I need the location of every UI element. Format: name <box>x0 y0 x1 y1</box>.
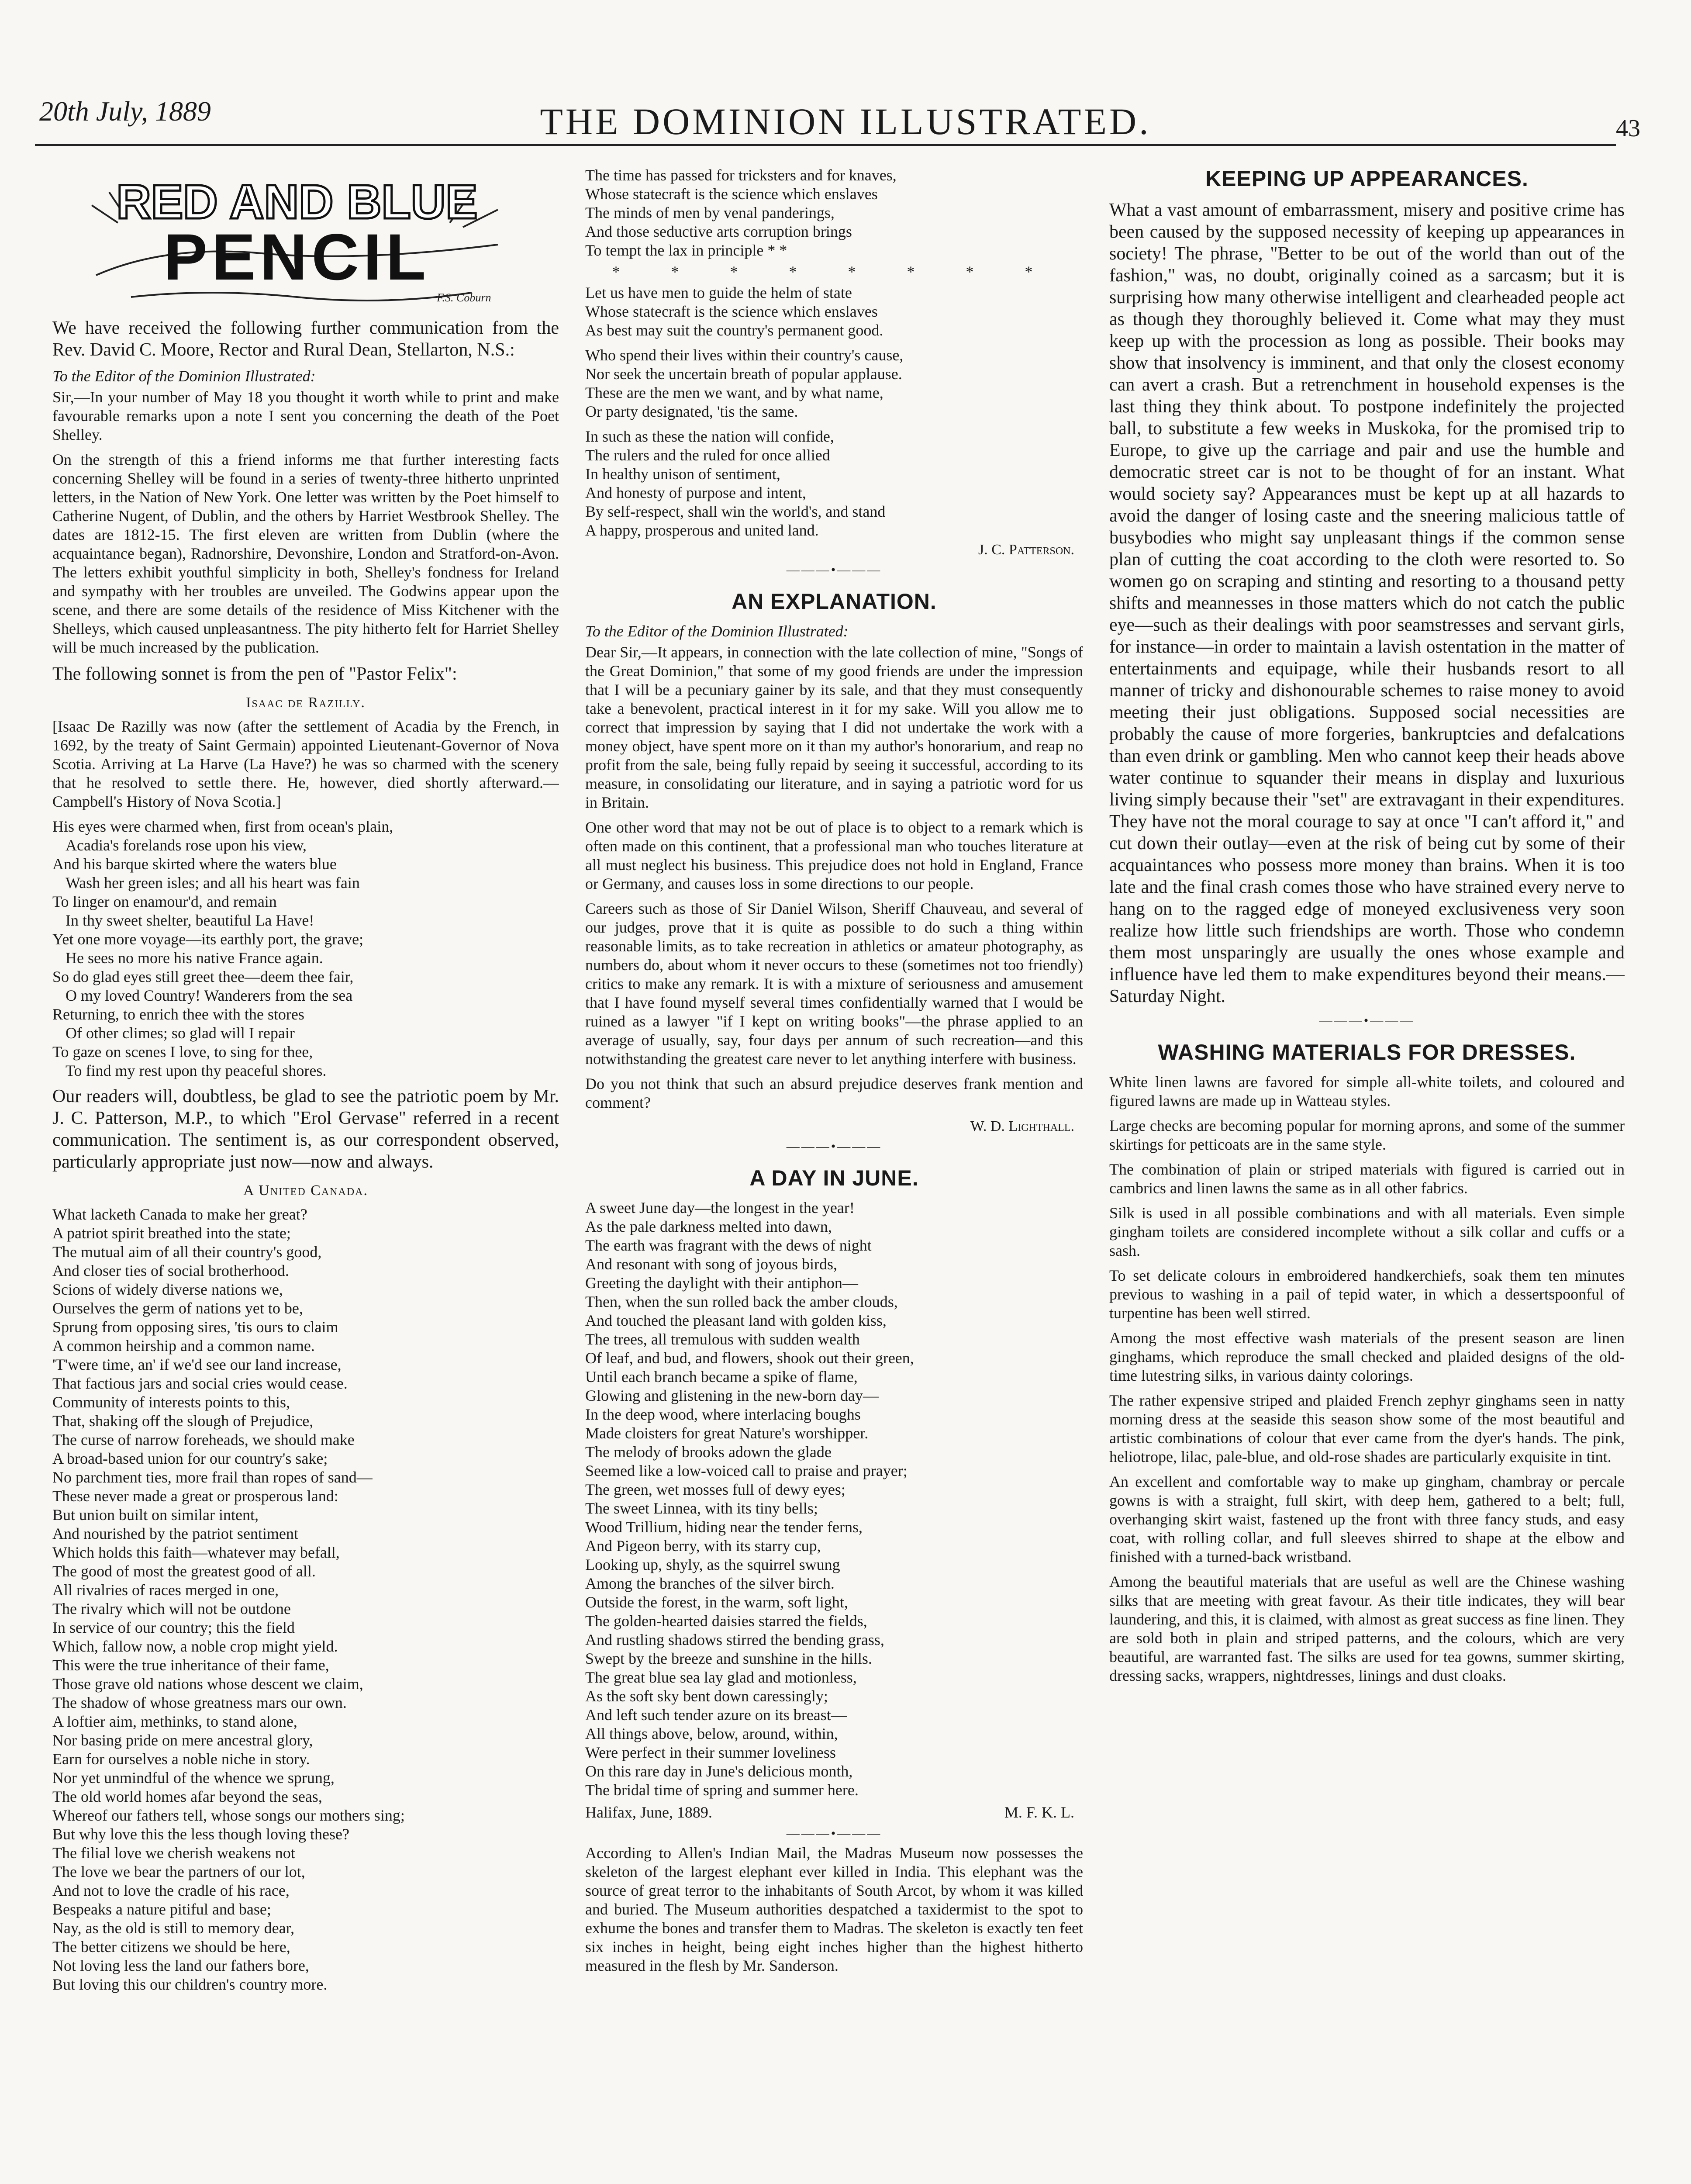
verse-line: But loving this our children's country more. <box>52 1976 328 1993</box>
verse-line: And those seductive arts corruption brings <box>585 223 852 240</box>
verse-line: Were perfect in their summer loveliness <box>585 1744 836 1761</box>
poem-title: A United Canada. <box>243 1182 369 1199</box>
verse-line: As the pale darkness melted into dawn, <box>585 1218 832 1235</box>
verse-line: Who spend their lives within their country's cause, <box>585 346 904 364</box>
verse-line: Greeting the daylight with their antiphon— <box>585 1274 858 1292</box>
verse-line: Whose statecraft is the science which enslaves <box>585 303 878 320</box>
june-footer <box>585 1803 1074 1822</box>
washing-body <box>1109 1073 1625 1685</box>
verse-line: Made cloisters for great Nature's worshipper. <box>585 1424 869 1442</box>
washing-paragraph: To set delicate colours in embroidered handkerchiefs, soak them ten minutes previous to washing in a pail of tepid water, in which a dessertspoonful of turpentine has been well stirred. <box>1109 1267 1625 1322</box>
verse-line: To find my rest upon thy peaceful shores. <box>66 1062 327 1079</box>
june-verse <box>585 1199 1083 1800</box>
verse-line: The great blue sea lay glad and motionless, <box>585 1669 857 1686</box>
verse-line: Bespeaks a nature pitiful and base; <box>52 1901 271 1918</box>
page-number: 43 <box>1616 115 1640 142</box>
verse-line: Whose statecraft is the science which enslaves <box>585 185 878 203</box>
sonnet-title: Isaac de Razilly. <box>246 695 366 711</box>
verse-line: No parchment ties, more frail than ropes of sand— <box>52 1469 373 1486</box>
verse-line: Swept by the breeze and sunshine in the hills. <box>585 1650 872 1667</box>
washing-paragraph: The combination of plain or striped materials with figured is carried out in cambrics and linen lawns the same as in all other fabrics. <box>1109 1161 1625 1197</box>
verse-line: 'T'were time, an' if we'd see our land increase, <box>52 1356 342 1373</box>
verse-line: And rustling shadows stirred the bending grass, <box>585 1631 884 1648</box>
verse-line: And honesty of purpose and intent, <box>585 484 806 501</box>
verse-line: The mutual aim of all their country's good, <box>52 1243 322 1261</box>
verse-line: The better citizens we should be here, <box>52 1938 290 1956</box>
pencil-logo-art <box>79 166 515 310</box>
verse-line: Or party designated, 'tis the same. <box>585 403 798 420</box>
verse-line: That factious jars and social cries would cease. <box>52 1375 348 1392</box>
appearances-body: What a vast amount of embarrassment, misery and positive crime has been caused by the supposed necessity of keeping up appearances in society! The phrase, "Better to be out of the world than out of the fashion," was, no doubt, originally coined as a sarcasm; but it is surprising how many otherwise intelligent and clearheaded people act as though they thoroughly believed it. Come what may they must keep up with the procession as long as possible. Their books may show that insolvency is imminent, and that only the closest economy can avert a crash. But a retrenchment in household expenses is the last thing they think about. To postpone indefinitely the projected ball, to substitute a few weeks in Muskoka, for the promised trip to Europe, to give up the carriage and pair and use the humble and democratic street car is not to be thought of for an instant. What would society say? Appearances must be kept up at all hazards to avoid the danger of losing caste and the sneering malicious tattle of busybodies who might say unpleasant things if the common sense plan of cutting the coat according to the cloth were resorted to. So women go on scraping and stinting and resorting to a thousand petty shifts and meannesses in those matters which do not catch the public eye—such as their dealings with poor seamstresses and servant girls, for instance—in order to maintain a lavish ostentation in the matter of entertainments and equipage, while their husbands resort to all manner of tricky and dishonourable schemes to raise money to avoid meeting their just obligations. Supposed social necessities are probably the cause of more forgeries, bankruptcies and defalcations than even drink or gambling. Men who cannot keep their heads above water continue to squander their means in display and luxurious living simply because their "set" are extravagant in their expenditures. They have not the moral courage to say at once "I can't afford it," and cut down their outlay—even at the risk of being cut by some of their acquaintances who possess more money than brains. When it is too late and the final crash comes those who have strained every nerve to hang on to the ragged edge of moneyed exclusiveness very soon realize how little such friendships are worth. Those who condemn them most unsparingly are usually the ones whose example and influence have led them to make expenditures beyond their means.—Saturday Night. <box>1109 200 1625 1006</box>
verse-line: The good of most the greatest good of all. <box>52 1562 316 1580</box>
verse-line: The bridal time of spring and summer here. <box>585 1781 859 1799</box>
june-signature: M. F. K. L. <box>1004 1804 1074 1821</box>
verse-line: A broad-based union for our country's sake; <box>52 1450 328 1467</box>
section-divider: ———•——— <box>786 563 882 577</box>
verse-line: The earth was fragrant with the dews of night <box>585 1237 872 1254</box>
verse-line: So do glad eyes still greet thee—deem thee fair, <box>52 968 354 985</box>
appearances-heading: KEEPING UP APPEARANCES. <box>1205 166 1529 191</box>
verse-line: These are the men we want, and by what name, <box>585 384 883 401</box>
washing-paragraph: Among the most effective wash materials of the present season are linen ginghams, which reproduce the small checked and plaided designs of the old-time lutestring silks, in various dainty colorings. <box>1109 1329 1625 1384</box>
verse-line: The green, wet mosses full of dewy eyes; <box>585 1481 846 1498</box>
explanation-paragraph: Dear Sir,—It appears, in connection with the late collection of mine, "Songs of the Great Dominion," that some of my good friends are under the impression that I will be a pecuniary gainer by its sale, and that they must consequently take a benevolent, practical interest in it for my sake. Will you allow me to correct that impression by saying that I did not undertake the work with a money object, have spent more on it than my author's honorarium, and reap no profit from the sale, being fully repaid by seeing it successful, according to its measure, in consolidating our literature, and in saying a patriotic word for us in Britain. <box>585 643 1083 811</box>
verse-line: Community of interests points to this, <box>52 1393 290 1411</box>
verse-line: Returning, to enrich thee with the stores <box>52 1006 304 1023</box>
verse-line: The trees, all tremulous with sudden wealth <box>585 1330 860 1348</box>
verse-line: A common heirship and a common name. <box>52 1337 315 1355</box>
verse-line: Nor basing pride on mere ancestral glory, <box>52 1731 313 1749</box>
explanation-paragraph: Careers such as those of Sir Daniel Wilson, Sheriff Chauveau, and several of our judges, prove that it is quite as possible to do such a thing within reasonable limits, as to take recreation in athletics or amateur photography, as numbers do, about whom it never occurs to these (sometimes not too friendly) critics to make any remark. It is with a mixture of seriousness and amusement that I have found myself several times confidentially warned that I would be ruined as a lawyer "if I kept on writing books"—the phrase applied to an average of usually, say, four days per annum of such recreation—and this notwithstanding the greatest care never to let anything interfere with business. <box>585 900 1083 1068</box>
verse-line: The curse of narrow foreheads, we should make <box>52 1431 355 1448</box>
verse-line: Which holds this faith—whatever may befall, <box>52 1544 340 1561</box>
verse-line: What lacketh Canada to make her great? <box>52 1206 307 1223</box>
verse-line: Of other climes; so glad will I repair <box>66 1024 295 1042</box>
verse-line: The melody of brooks adown the glade <box>585 1443 832 1461</box>
logo-artist: F.S. Coburn <box>437 291 491 304</box>
verse-line: Let us have men to guide the helm of state <box>585 284 852 301</box>
explanation-addressee: To the Editor of the Dominion Illustrated: <box>585 622 849 640</box>
june-heading: A DAY IN JUNE. <box>749 1166 919 1190</box>
section-divider: ———•——— <box>786 1826 882 1841</box>
verse-line: Outside the forest, in the warm, soft light, <box>585 1593 848 1611</box>
verse-line: A loftier aim, methinks, to stand alone, <box>52 1713 297 1730</box>
june-place: Halifax, June, 1889. <box>585 1804 712 1821</box>
verse-line: Which, fallow now, a noble crop might yield. <box>52 1638 338 1655</box>
washing-paragraph: Large checks are becoming popular for morning aprons, and some of the summer skirtings for petticoats are in the same style. <box>1109 1117 1625 1153</box>
column-2 <box>585 166 1083 2184</box>
letter-addressee: To the Editor of the Dominion Illustrated: <box>52 367 316 385</box>
verse-line: Scions of widely diverse nations we, <box>52 1281 283 1298</box>
verse-line: All things above, below, around, within, <box>585 1725 838 1742</box>
verse-line: This were the true inheritance of their fame, <box>52 1656 329 1674</box>
verse-line: Wash her green isles; and all his heart was fain <box>66 874 360 892</box>
verse-line: Seemed like a low-voiced call to praise and prayer; <box>585 1462 908 1479</box>
after-sonnet-paragraph: Our readers will, doubtless, be glad to see the patriotic poem by Mr. J. C. Patterson, M.P., to which "Erol Gervase" referred in a recent communication. The sentiment is, as our correspondent observed, particularly appropriate just now—now and always. <box>52 1086 559 1172</box>
verse-line: But union built on similar intent, <box>52 1506 259 1524</box>
united-canada-verse <box>52 1205 559 1994</box>
poem-continuation-2 <box>585 283 1083 340</box>
verse-line: And Pigeon berry, with its starry cup, <box>585 1537 821 1555</box>
verse-line: And left such tender azure on its breast— <box>585 1706 847 1724</box>
header-rule <box>35 144 1616 146</box>
elephant-paragraph: According to Allen's Indian Mail, the Madras Museum now possesses the skeleton of the largest elephant ever killed in India. This elephant was the source of great terror to the inhabitants of South Arcot, by whom it was killed and buried. The Museum authorities despatched a taxidermist to the spot to exhume the bones and transfer them to Madras. The skeleton is exactly ten feet six inches in height, being eight inches higher than the highest hitherto measured in the flesh by Mr. Sanderson. <box>585 1844 1083 1974</box>
verse-line: Acadia's forelands rose upon his view, <box>66 836 307 854</box>
verse-line: The sweet Linnea, with its tiny bells; <box>585 1500 818 1517</box>
verse-line: Whereof our fathers tell, whose songs our mothers sing; <box>52 1807 405 1824</box>
section-divider: ———•——— <box>786 1139 882 1154</box>
verse-line: All rivalries of races merged in one, <box>52 1581 279 1599</box>
verse-line: Looking up, shyly, as the squirrel swung <box>585 1556 840 1573</box>
verse-line: As the soft sky bent down caressingly; <box>585 1687 828 1705</box>
verse-line: The love we bear the partners of our lot, <box>52 1863 305 1880</box>
sonnet-intro: The following sonnet is from the pen of "Pastor Felix": <box>52 664 457 684</box>
washing-paragraph: Silk is used in all possible combinations and with all materials. Even simple gingham toilets are considered incomplete without a silk collar and cuffs or a sash. <box>1109 1204 1625 1259</box>
poem-signature: J. C. Patterson. <box>978 542 1074 558</box>
verse-line: And his barque skirted where the waters blue <box>52 855 337 873</box>
verse-line: The filial love we cherish weakens not <box>52 1844 295 1862</box>
verse-line: Wood Trillium, hiding near the tender ferns, <box>585 1518 863 1536</box>
verse-line: Not loving less the land our fathers bore, <box>52 1957 309 1974</box>
washing-paragraph: Among the beautiful materials that are useful as well are the Chinese washing silks that are meeting with great favour. As their title indicates, they will bear laundering, and this, it is claimed, with almost as great success as fine linen. They are sold both in plain and striped patterns, and the colours, which are very beautiful, are warranted fast. The silks are used for tea gowns, summer skirting, dressing sacks, wrappers, nightdresses, linings and dust cloaks. <box>1109 1573 1625 1684</box>
red-and-blue-pencil-logo <box>79 166 515 310</box>
verse-line: These never made a great or prosperous land: <box>52 1487 338 1505</box>
verse-line: Until each branch became a spike of flame, <box>585 1368 858 1386</box>
verse-line: And resonant with song of joyous birds, <box>585 1255 837 1273</box>
verse-line: In such as these the nation will confide, <box>585 428 834 445</box>
intro-paragraph: We have received the following further communication from the Rev. David C. Moore, Rector and Rural Dean, Stellarton, N.S.: <box>52 318 559 360</box>
verse-line: Earn for ourselves a noble niche in story. <box>52 1750 310 1768</box>
verse-line: His eyes were charmed when, first from ocean's plain, <box>52 818 393 835</box>
verse-line: A sweet June day—the longest in the year! <box>585 1199 855 1216</box>
verse-line: And not to love the cradle of his race, <box>52 1882 290 1899</box>
verse-line: The minds of men by venal panderings, <box>585 204 835 221</box>
verse-line: Nor yet unmindful of the whence we sprung, <box>52 1769 335 1787</box>
letter-paragraph: On the strength of this a friend informs me that further interesting facts concerning Shelley will be found in a series of twenty-three hitherto unprinted letters, in the Nation of New York. One letter was written by the Poet himself to Catherine Nugent, of Dublin, and the others by Harriet Westbrook Shelley. The dates are 1812-15. The first eleven are written from Dublin (where the acquaintance began), Radnorshire, Devonshire, London and Stratford-on-Avon. The letters exhibit youthful simplicity in both, Shelley's fondness for Ireland and sympathy with her troubles are unveiled. The Godwins appear upon the scene, and there are some details of the residence of Miss Kitchener with the Shelleys, which caused unpleasantness. The pity hitherto felt for Harriet Shelley will be much increased by the publication. <box>52 451 559 656</box>
verse-line: The rivalry which will not be outdone <box>52 1600 291 1617</box>
verse-line: In service of our country; this the field <box>52 1619 295 1636</box>
sonnet-note: [Isaac De Razilly was now (after the settlement of Acadia by the French, in 1692, by the treaty of Saint Germain) appointed Lieutenant-Governor of Nova Scotia. Arriving at La Harve (La Have?) he was so charmed with the scenery that he resolved to settle there. He, however, died shortly afterward.—Campbell's History of Nova Scotia.] <box>52 718 559 810</box>
verse-line: Nor seek the uncertain breath of popular applause. <box>585 365 902 383</box>
verse-line: Those grave old nations whose descent we claim, <box>52 1675 363 1693</box>
explanation-paragraph: One other word that may not be out of place is to object to a remark which is often made on this continent, that a professional man who touches literature at all must neglect his business. This prejudice does not hold in England, France or Germany, and causes loss in some directions to our people. <box>585 819 1083 892</box>
verse-line: A happy, prosperous and united land. <box>585 522 819 539</box>
washing-paragraph: The rather expensive striped and plaided French zephyr ginghams seen in natty morning dress at the seaside this season show some of the most beautiful and artistic combinations of colour that ever came from the dyer's hands. The pink, heliotrope, lilac, pale-blue, and old-rose shades are particularly exquisite in tint. <box>1109 1392 1625 1465</box>
verse-line: The shadow of whose greatness mars our own. <box>52 1694 347 1711</box>
stars-divider: * * * * * * * * <box>612 263 1056 280</box>
verse-line: In the deep wood, where interlacing boughs <box>585 1406 861 1423</box>
verse-line: And touched the pleasant land with golden kiss, <box>585 1312 887 1329</box>
explanation-signature: W. D. Lighthall. <box>970 1118 1074 1134</box>
verse-line: Ourselves the germ of nations yet to be, <box>52 1299 303 1317</box>
verse-line: Among the branches of the silver birch. <box>585 1575 835 1592</box>
verse-line: Of leaf, and bud, and flowers, shook out their green, <box>585 1349 914 1367</box>
verse-line: In healthy unison of sentiment, <box>585 465 780 483</box>
verse-line: O my loved Country! Wanderers from the sea <box>66 987 353 1004</box>
washing-paragraph: White linen lawns are favored for simple all-white toilets, and coloured and figured lawns are made up in Watteau styles. <box>1109 1073 1625 1109</box>
column-1 <box>52 166 559 2184</box>
verse-line: The old world homes afar beyond the seas, <box>52 1788 322 1805</box>
verse-line: As best may suit the country's permanent good. <box>585 321 883 339</box>
verse-line: Glowing and glistening in the new-born day— <box>585 1387 879 1404</box>
verse-line: To linger on enamour'd, and remain <box>52 893 277 910</box>
explanation-body <box>585 643 1083 1112</box>
logo-line2: PENCIL <box>163 220 431 294</box>
verse-line: On this rare day in June's delicious month, <box>585 1762 853 1780</box>
verse-line: But why love this the less though loving these? <box>52 1825 349 1843</box>
verse-line: And nourished by the patriot sentiment <box>52 1525 298 1542</box>
poem-continuation-3 <box>585 346 1083 421</box>
page-header <box>0 0 1691 157</box>
verse-line: To tempt the lax in principle * * <box>585 242 787 259</box>
section-divider: ———•——— <box>1319 1013 1415 1028</box>
verse-line: The time has passed for tricksters and for knaves, <box>585 166 897 184</box>
washing-paragraph: An excellent and comfortable way to make up gingham, chambray or percale gowns is with a straight, full skirt, with deep hem, gathered to a belt; full, overhanging skirt waist, fastened up the front with three fancy studs, and easy coat, with rolling collar, and full sleeves shirred to shape at the elbow and finished with a turned-back wristband. <box>1109 1473 1625 1565</box>
logo-line1: RED AND BLUE <box>116 175 478 229</box>
shelley-letter <box>52 388 559 657</box>
letter-paragraph: Sir,—In your number of May 18 you thought it worth while to print and make favourable remarks upon a note I sent you concerning the death of the Poet Shelley. <box>52 388 559 443</box>
verse-line: By self-respect, shall win the world's, and stand <box>585 503 886 520</box>
verse-line: The golden-hearted daisies starred the fields, <box>585 1612 867 1630</box>
verse-line: And closer ties of social brotherhood. <box>52 1262 289 1279</box>
washing-heading: WASHING MATERIALS FOR DRESSES. <box>1158 1040 1576 1064</box>
verse-line: Then, when the sun rolled back the amber clouds, <box>585 1293 898 1310</box>
masthead: THE DOMINION ILLUSTRATED. <box>540 100 1151 142</box>
column-3 <box>1109 166 1625 2184</box>
verse-line: Nay, as the old is still to memory dear, <box>52 1919 295 1937</box>
sonnet-verse <box>52 817 559 1080</box>
verse-line: In thy sweet shelter, beautiful La Have! <box>66 912 314 929</box>
verse-line: A patriot spirit breathed into the state; <box>52 1224 291 1242</box>
issue-date: 20th July, 1889 <box>39 96 211 127</box>
poem-continuation-4 <box>585 427 1083 540</box>
verse-line: To gaze on scenes I love, to sing for thee, <box>52 1043 313 1061</box>
verse-line: Sprung from opposing sires, 'tis ours to claim <box>52 1318 338 1336</box>
verse-line: Yet one more voyage—its earthly port, the grave; <box>52 930 364 948</box>
verse-line: He sees no more his native France again. <box>66 949 323 967</box>
verse-line: That, shaking off the slough of Prejudice, <box>52 1412 314 1430</box>
poem-continuation-1 <box>585 166 1083 260</box>
explanation-heading: AN EXPLANATION. <box>732 589 937 614</box>
explanation-paragraph: Do you not think that such an absurd prejudice deserves frank mention and comment? <box>585 1075 1083 1111</box>
verse-line: The rulers and the ruled for once allied <box>585 446 830 464</box>
